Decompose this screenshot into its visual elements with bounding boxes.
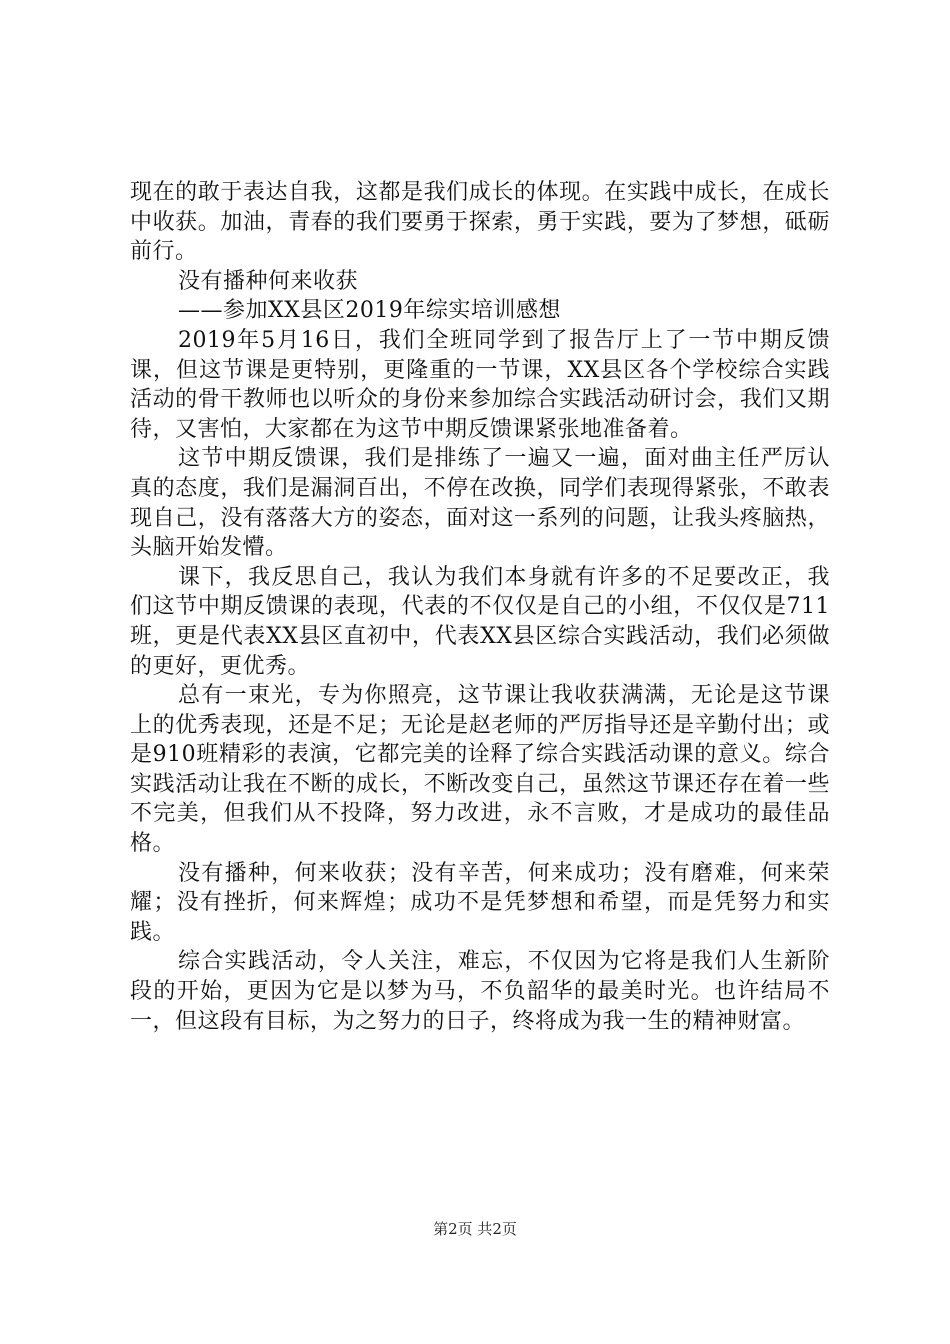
paragraph-6: 课下，我反思自己，我认为我们本身就有许多的不足要改正，我们这节中期反馈课的表现，代表的不仅仅是自己的小组，不仅仅是711班，更是代表XX县区直初中，代表XX县区综合实践活动，我们必须做的更好，更优秀。 [130,564,830,679]
section-title: 没有播种何来收获 [178,268,359,294]
page-number-footer: 第2页 共2页 [433,1220,517,1238]
paragraph-4: 2019年5月16日，我们全班同学到了报告厅上了一节中期反馈课，但这节课是更特别，更隆重的一节课，XX县区各个学校综合实践活动的骨干教师也以听众的身份来参加综合实践活动研讨会，我们又期待，又害怕，大家都在为这节中期反馈课紧张地准备着。 [130,327,830,442]
document-body [130,178,830,1036]
paragraph-7: 总有一束光，专为你照亮，这节课让我收获满满，无论是这节课上的优秀表现，还是不足；无论是赵老师的严厉指导还是辛勤付出；或是910班精彩的表演，它都完美的诠释了综合实践活动课的意义。综合实践活动让我在不断的成长，不断改变自己，虽然这节课还存在着一些不完美，但我们从不投降，努力改进，永不言败，才是成功的最佳品格。 [130,683,830,857]
paragraph-9: 综合实践活动，令人关注，难忘，不仅因为它将是我们人生新阶段的开始，更因为它是以梦为马，不负韶华的最美时光。也许结局不一，但这段有目标，为之努力的日子，终将成为我一生的精神财富。 [130,949,830,1034]
paragraph-1: 现在的敢于表达自我，这都是我们成长的体现。在实践中成长，在成长中收获。加油，青春的我们要勇于探索，勇于实践，要为了梦想，砥砺前行。 [130,180,830,265]
paragraph-8: 没有播种，何来收获；没有辛苦，何来成功；没有磨难，何来荣耀；没有挫折，何来辉煌；成功不是凭梦想和希望，而是凭努力和实践。 [130,860,830,945]
paragraph-5: 这节中期反馈课，我们是排练了一遍又一遍，面对曲主任严厉认真的态度，我们是漏洞百出，不停在改换，同学们表现得紧张，不敢表现自己，没有落落大方的姿态，面对这一系列的问题，让我头疼脑热，头脑开始发懵。 [130,446,830,561]
section-subtitle: ——参加XX县区2019年综实培训感想 [178,298,561,324]
